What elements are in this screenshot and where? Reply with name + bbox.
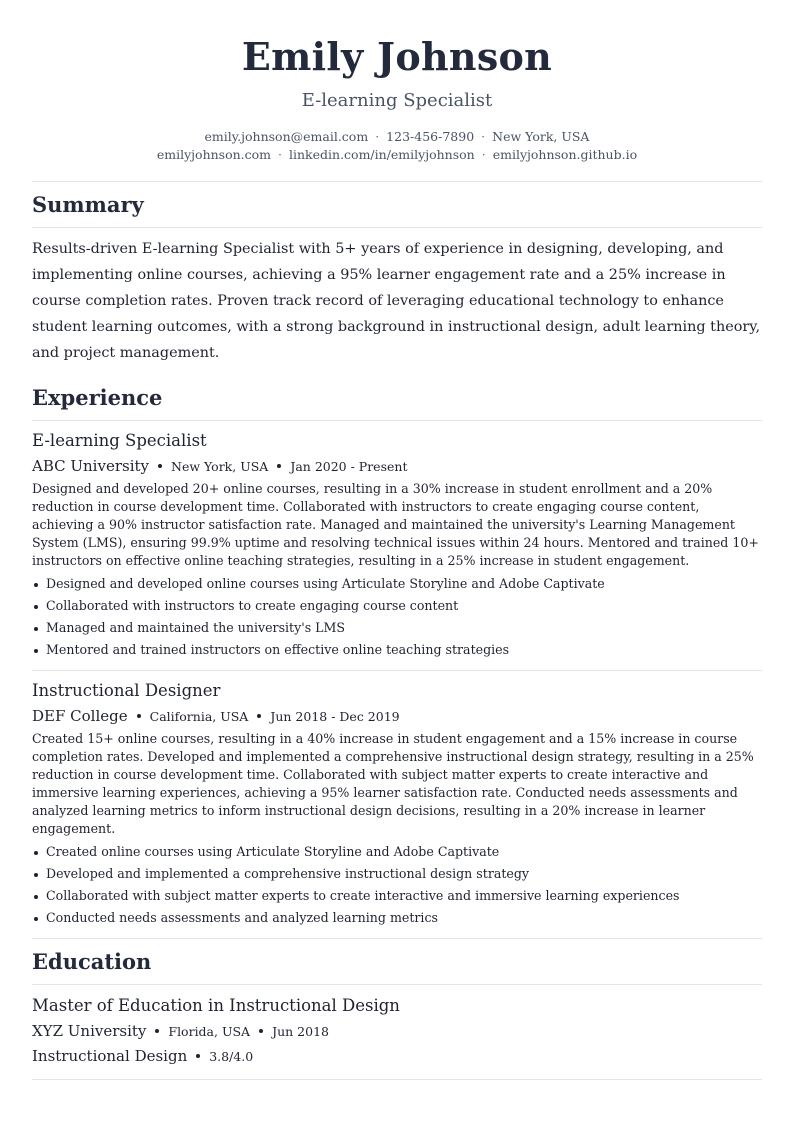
bullet-dot	[257, 714, 261, 718]
list-item	[32, 885, 762, 907]
bullet-dot	[155, 1029, 159, 1033]
job-entry	[32, 421, 762, 671]
separator: ·	[481, 129, 486, 144]
bullet-dot	[196, 1054, 200, 1058]
job-bullets	[32, 841, 762, 929]
list-item-text: Designed and developed online courses using Articulate Storyline and Adobe Captivate	[46, 576, 605, 591]
job-meta	[32, 706, 762, 727]
email-link[interactable]: emily.johnson@email.com	[204, 129, 369, 144]
education-degree: Master of Education in Instructional Design	[32, 996, 400, 1015]
bullet-dot	[34, 627, 38, 631]
job-bullets	[32, 573, 762, 661]
list-item-text: Conducted needs assessments and analyzed learning metrics	[46, 910, 438, 925]
summary-heading: Summary	[32, 192, 144, 217]
linkedin-link[interactable]: linkedin.com/in/emilyjohnson	[289, 147, 475, 162]
education-field-line	[32, 1046, 762, 1067]
experience-heading-wrap	[32, 375, 762, 421]
education-school: XYZ University	[32, 1022, 147, 1040]
education-meta	[32, 1021, 762, 1042]
bullet-dot	[34, 873, 38, 877]
github-link[interactable]: emilyjohnson.github.io	[492, 147, 638, 162]
candidate-title: E-learning Specialist	[301, 90, 493, 111]
separator: ·	[481, 147, 486, 162]
summary-text: Results-driven E-learning Specialist with 5+ years of experience in designing, developing, and implementing online courses, achieving a 95% learner engagement rate and a 25% increase in course completion rates. Proven track record of leveraging educational technology to enhance student learning outcomes, with a strong background in instructional design, adult learning theory, and project management.	[32, 241, 761, 361]
list-item	[32, 907, 762, 929]
location: New York, USA	[492, 129, 590, 144]
job-description: Created 15+ online courses, resulting in a 40% increase in student engagement and a 15% increase in course completion rates. Developed and implemented a comprehensive instructional design strategy, resulting in a 25% reduction in course development time. Collaborated with subject matter experts to create interactive and immersive learning experiences, achieving a 95% learner satisfaction rate. Conducted needs assessments and analyzed learning metrics to inform instructional design decisions, resulting in a 20% increase in learner engagement.	[32, 731, 754, 836]
list-item-text: Managed and maintained the university's LMS	[46, 620, 346, 635]
contact-line-2	[32, 146, 762, 164]
bullet-dot	[34, 851, 38, 855]
bullet-dot	[34, 605, 38, 609]
list-item-text: Created online courses using Articulate Storyline and Adobe Captivate	[46, 844, 500, 859]
job-organization: ABC University	[32, 457, 149, 475]
bullet-dot	[34, 649, 38, 653]
website-link[interactable]: emilyjohnson.com	[156, 147, 272, 162]
job-organization: DEF College	[32, 707, 128, 725]
job-description: Designed and developed 20+ online courses, resulting in a 30% increase in student enrollment and a 20% reduction in course development time. Collaborated with instructors to create engaging course content, achieving a 90% instructor satisfaction rate. Managed and maintained the university's Learning Management System (LMS), ensuring 99.9% uptime and resolving technical issues within 24 hours. Mentored and trained 10+ instructors on effective online teaching strategies, resulting in a 25% increase in student engagement.	[32, 481, 759, 568]
education-field: Instructional Design	[32, 1047, 188, 1065]
bullet-dot	[277, 464, 281, 468]
bullet-dot	[259, 1029, 263, 1033]
job-location: California, USA	[149, 709, 249, 724]
phone-number: 123-456-7890	[386, 129, 475, 144]
bullet-dot	[34, 583, 38, 587]
education-heading: Education	[32, 949, 152, 974]
list-item-text: Collaborated with subject matter experts to create interactive and immersive learning experiences	[46, 888, 680, 903]
education-date: Jun 2018	[272, 1024, 329, 1039]
list-item	[32, 573, 762, 595]
bullet-dot	[158, 464, 162, 468]
separator: ·	[278, 147, 283, 162]
experience-section	[32, 375, 762, 939]
list-item	[32, 595, 762, 617]
resume-header	[32, 34, 762, 164]
education-gpa: 3.8/4.0	[209, 1049, 254, 1064]
separator: ·	[375, 129, 380, 144]
list-item-text: Developed and implemented a comprehensive instructional design strategy	[46, 866, 530, 881]
candidate-name: Emily Johnson	[241, 34, 553, 79]
bullet-dot	[34, 895, 38, 899]
contact-line-1	[32, 128, 762, 146]
summary-section	[32, 182, 762, 366]
education-heading-wrap	[32, 939, 762, 985]
education-entry	[32, 985, 762, 1080]
bullet-dot	[34, 917, 38, 921]
job-dates: Jun 2018 - Dec 2019	[270, 709, 400, 724]
education-divider	[32, 1079, 762, 1080]
list-item	[32, 841, 762, 863]
education-location: Florida, USA	[168, 1024, 251, 1039]
job-location: New York, USA	[171, 459, 269, 474]
list-item	[32, 617, 762, 639]
bullet-dot	[137, 714, 141, 718]
summary-heading-wrap	[32, 182, 762, 228]
job-entry	[32, 671, 762, 939]
education-section	[32, 939, 762, 1080]
list-item	[32, 863, 762, 885]
contact-info	[32, 128, 762, 164]
job-meta	[32, 456, 762, 477]
list-item	[32, 639, 762, 661]
job-dates: Jan 2020 - Present	[290, 459, 408, 474]
job-title: Instructional Designer	[32, 681, 221, 700]
experience-heading: Experience	[32, 385, 163, 410]
list-item-text: Mentored and trained instructors on effective online teaching strategies	[46, 642, 510, 657]
resume-page	[32, 0, 762, 1080]
job-title: E-learning Specialist	[32, 431, 207, 450]
list-item-text: Collaborated with instructors to create engaging course content	[46, 598, 459, 613]
